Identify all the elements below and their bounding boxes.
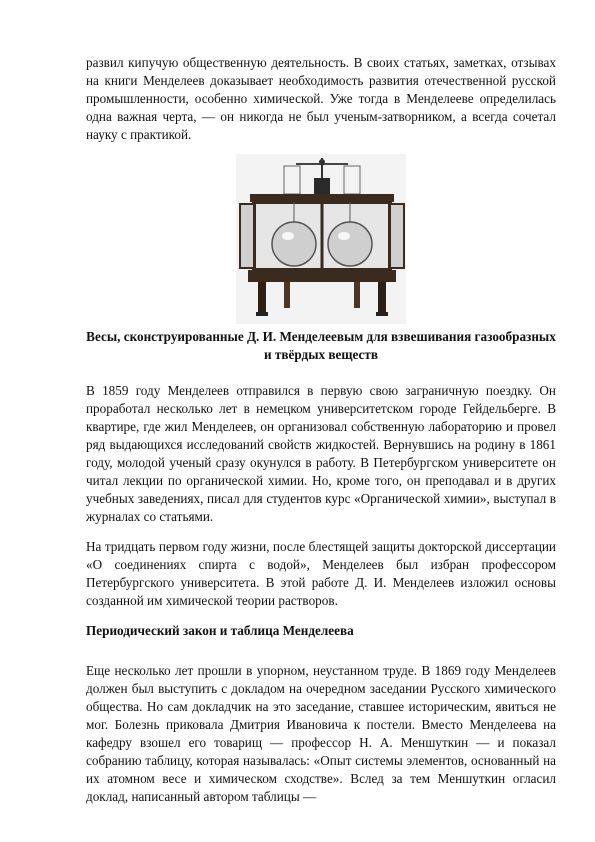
paragraph-31st-year: На тридцать первом году жизни, после блестящей защиты докторской диссертации «О соединениях спирта с водой», Менделеев был избран профессором Петербургского университета. В этой работе Д. И. Менделеев изложил основы созданной им химической теории растворов. <box>86 539 556 608</box>
page-content <box>86 54 556 806</box>
figure-caption: Весы, сконструированные Д. И. Менделеевым для взвешивания газообразных и твёрдых веществ <box>86 329 556 362</box>
section-heading: Периодический закон и таблица Менделеева <box>86 623 354 638</box>
paragraph-intro: развил кипучую общественную деятельность. В своих статьях, заметках, отзывах на книги Менделеев доказывает необходимость развития отечественной русской промышленности, особенно химической. Уже тогда в Менделееве определилась одна важная черта, — он никогда не был ученым-затворником, а всегда сочетал науку с практикой. <box>86 55 556 142</box>
paragraph-1859: В 1859 году Менделеев отправился в первую свою заграничную поездку. Он проработал несколько лет в немецком университетском городе Гейдельберге. В квартире, где жил Менделеев, он организовал собственную лабораторию и провел ряд выдающихся исследований свойств жидкостей. Вернувшись на родину в 1861 году, молодой ученый сразу окунулся в работу. В Петербургском университете он читал лекции по органической химии. Но, кроме того, он преподавал и в других учебных заведениях, писал для студентов курс «Органической химии», выступал в журналах со статьями. <box>86 383 556 524</box>
balance-scale-photo <box>236 154 406 324</box>
paragraph-1869: Еще несколько лет прошли в упорном, неустанном труде. В 1869 году Менделеев должен был выступить с докладом на очередном заседании Русского химического общества. Но сам докладчик на это заседание, ставшее историческим, явиться не мог. Болезнь приковала Дмитрия Ивановича к постели. Вместо Менделеева на кафедру взошел его товарищ — профессор Н. А. Меншуткин — и показал собранию таблицу, которая называлась: «Опыт системы элементов, основанный на их атомном весе и химическом сходстве». Вслед за тем Меншуткин огласил доклад, написанный автором таблицы — <box>86 663 556 804</box>
scale-illustration-icon <box>236 154 406 324</box>
